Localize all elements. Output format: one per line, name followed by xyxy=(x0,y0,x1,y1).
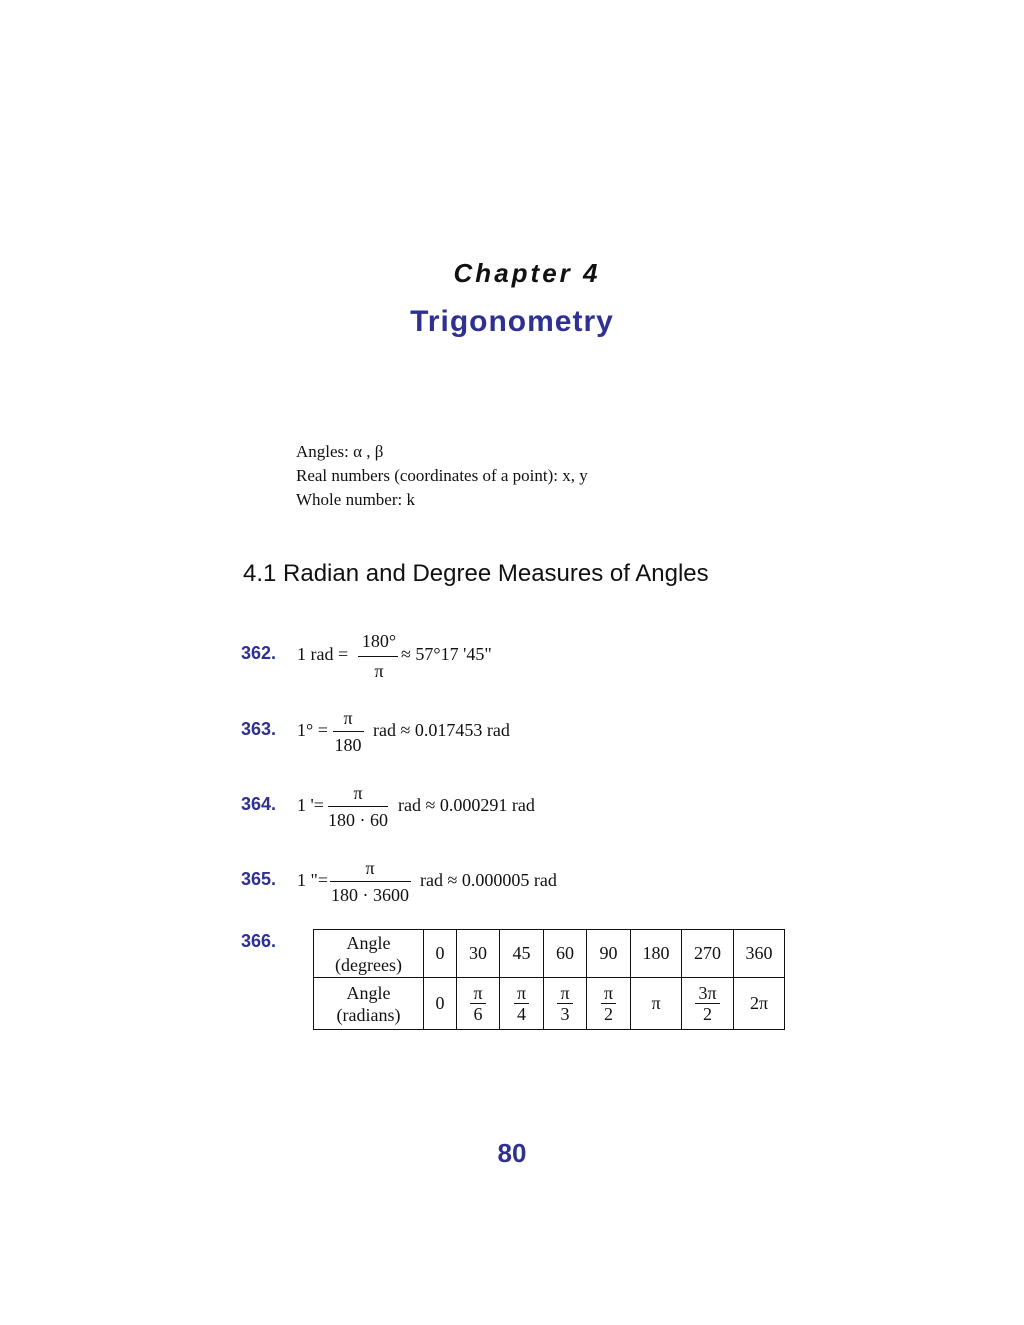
radians-header-line1: Angle xyxy=(346,982,391,1003)
radians-cell xyxy=(544,978,587,1030)
radians-cell xyxy=(587,978,631,1030)
formula-362-fraction-bar xyxy=(358,656,398,657)
radians-numerator: π xyxy=(601,983,616,1004)
formula-364-lhs: 1 '= xyxy=(297,795,324,815)
formula-364-rhs: rad ≈ 0.000291 rad xyxy=(398,795,535,815)
formula-363-numerator: π xyxy=(343,708,353,728)
formula-362-lhs: 1 rad = xyxy=(297,644,349,664)
section-heading: 4.1 Radian and Degree Measures of Angles xyxy=(243,560,709,587)
radians-numerator: π xyxy=(557,983,572,1004)
radians-denominator: 2 xyxy=(604,1003,613,1024)
notation-block xyxy=(296,440,588,512)
radians-cell xyxy=(457,978,500,1030)
formula-363-lhs: 1° = xyxy=(297,720,328,740)
degrees-header-line1: Angle xyxy=(346,932,391,953)
formula-363-rhs: rad ≈ 0.017453 rad xyxy=(373,720,510,740)
radians-cell: 2π xyxy=(734,978,785,1030)
degrees-header-line2: (degrees) xyxy=(335,954,402,975)
radians-denominator: 2 xyxy=(703,1003,712,1024)
formula-number-365: 365. xyxy=(241,869,277,889)
radians-fraction xyxy=(695,983,719,1024)
degrees-header-cell xyxy=(314,930,424,978)
notation-reals: Real numbers (coordinates of a point): x, y xyxy=(296,466,588,485)
radians-denominator: 4 xyxy=(517,1003,526,1024)
table-row-radians xyxy=(314,978,785,1030)
radians-numerator: π xyxy=(514,983,529,1004)
formula-362-rhs: ≈ 57°17 '45" xyxy=(401,644,492,664)
radians-cell xyxy=(500,978,544,1030)
degrees-cell: 0 xyxy=(424,930,457,978)
degrees-cell: 90 xyxy=(587,930,631,978)
chapter-label: Chapter 4 xyxy=(453,258,601,288)
formula-365-denominator: 180 · 3600 xyxy=(331,885,409,905)
formula-365-fraction-bar xyxy=(330,881,411,882)
formula-number-363: 363. xyxy=(241,719,277,739)
degrees-cell: 180 xyxy=(631,930,682,978)
radians-cell: π xyxy=(631,978,682,1030)
radians-fraction xyxy=(601,983,616,1024)
formula-362-denominator: π xyxy=(374,661,384,681)
angle-conversion-table xyxy=(313,929,785,1030)
formula-364-fraction-bar xyxy=(328,806,388,807)
chapter-title: Trigonometry xyxy=(410,305,614,338)
radians-numerator: π xyxy=(470,983,485,1004)
formula-365-numerator: π xyxy=(365,858,375,878)
degrees-cell: 30 xyxy=(457,930,500,978)
formula-364-denominator: 180 · 60 xyxy=(328,810,388,830)
degrees-cell: 270 xyxy=(682,930,734,978)
formula-365-lhs: 1 "= xyxy=(297,870,328,890)
page-number: 80 xyxy=(497,1138,527,1168)
radians-denominator: 6 xyxy=(473,1003,483,1024)
radians-header-line2: (radians) xyxy=(336,1004,401,1025)
radians-header-cell xyxy=(314,978,424,1030)
radians-fraction xyxy=(514,983,529,1024)
degrees-cell: 45 xyxy=(500,930,544,978)
notation-angles: Angles: α , β xyxy=(296,442,384,461)
notation-whole: Whole number: k xyxy=(296,490,415,509)
formula-364-numerator: π xyxy=(353,783,363,803)
radians-numerator: 3π xyxy=(695,983,719,1004)
formula-363-denominator: 180 xyxy=(334,735,362,755)
formula-number-362: 362. xyxy=(241,643,277,663)
formula-number-364: 364. xyxy=(241,794,277,814)
formula-number-366: 366. xyxy=(241,931,277,951)
radians-denominator: 3 xyxy=(560,1003,570,1024)
radians-cell: 0 xyxy=(424,978,457,1030)
formula-365-rhs: rad ≈ 0.000005 rad xyxy=(420,870,557,890)
radians-fraction xyxy=(557,983,572,1024)
radians-fraction xyxy=(470,983,485,1024)
formula-363-fraction-bar xyxy=(333,731,364,732)
formula-362-numerator: 180° xyxy=(361,631,397,651)
degrees-cell: 60 xyxy=(544,930,587,978)
degrees-cell: 360 xyxy=(734,930,785,978)
table-row-degrees xyxy=(314,930,785,978)
radians-cell xyxy=(682,978,734,1030)
